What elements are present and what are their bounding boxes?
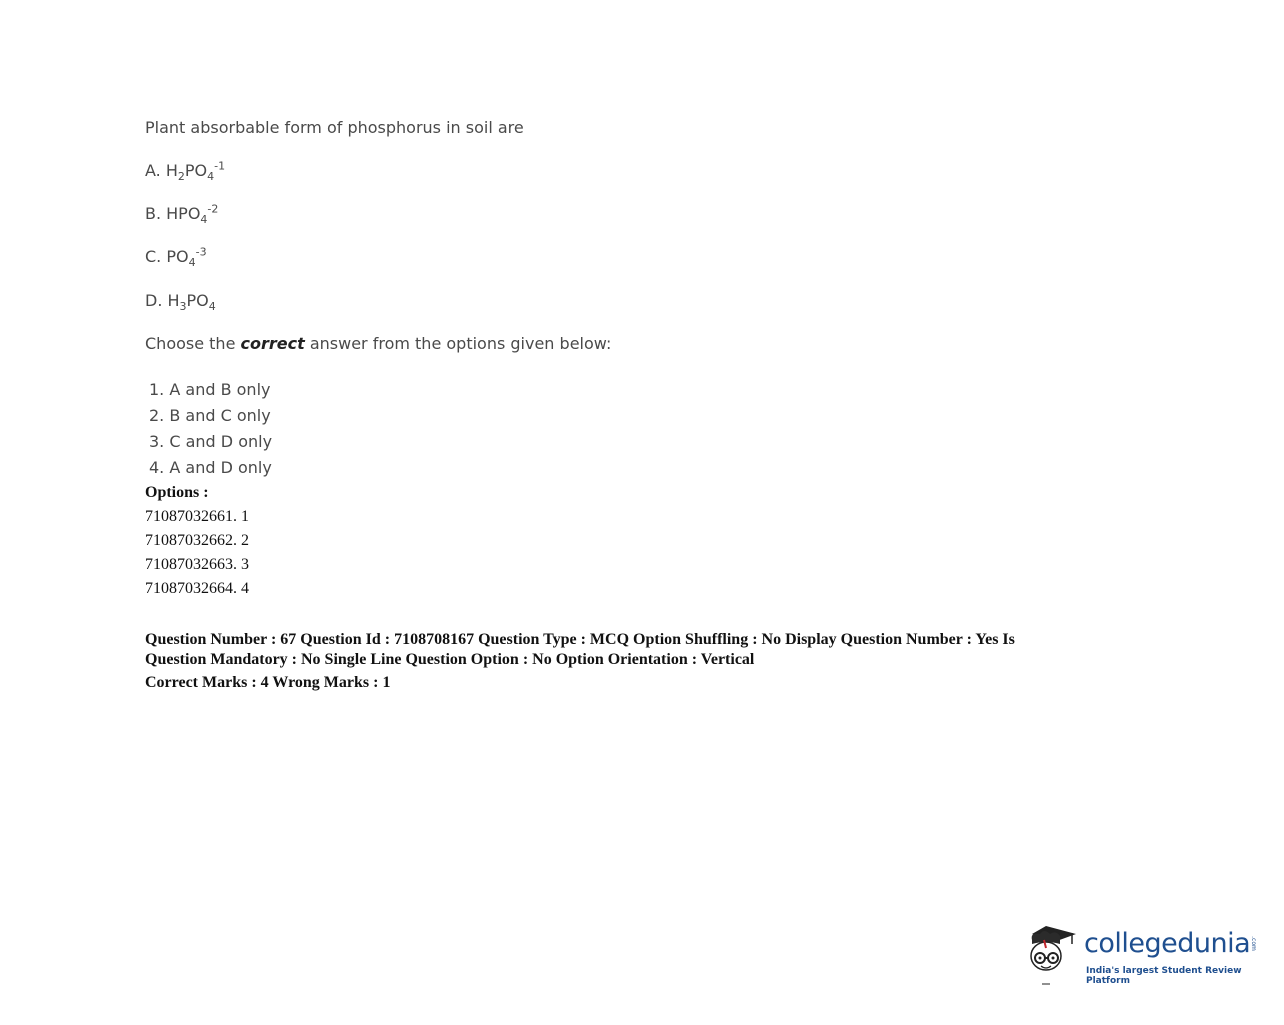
- metadata-line-1: Question Number : 67 Question Id : 7108708167 Question Type : MCQ Option Shuffling : No Display Question Number : Yes Is: [145, 631, 1015, 648]
- logo-com: .com: [1249, 936, 1257, 951]
- option-item: 71087032664. 4: [145, 580, 249, 597]
- mascot-icon: [1026, 918, 1086, 988]
- choice-item: 3. C and D only: [149, 432, 273, 451]
- statement-c: C. $PO_4^{-3}$: [145, 245, 207, 270]
- options-block: [145, 481, 249, 601]
- instruction-text: Choose the correct answer from the options given below:: [145, 334, 612, 353]
- choice-list: [149, 377, 272, 481]
- option-item: 71087032662. 2: [145, 532, 249, 549]
- question-stem: Plant absorbable form of phosphorus in soil are: [145, 118, 524, 137]
- options-heading: Options :: [145, 484, 209, 501]
- statement-a: A. $H_2PO_4^{-1}$: [145, 159, 226, 184]
- metadata-line-3: Correct Marks : 4 Wrong Marks : 1: [145, 674, 391, 691]
- option-item: 71087032663. 3: [145, 556, 249, 573]
- logo-wordmark: collegedunia: [1084, 928, 1251, 959]
- emphasis-correct: correct: [240, 334, 305, 353]
- collegedunia-logo: [1026, 918, 1256, 988]
- metadata-line-2: Question Mandatory : No Single Line Question Option : No Option Orientation : Vertical: [145, 651, 755, 668]
- statement-d: D. $H_3PO_4$: [145, 291, 216, 314]
- choice-item: 2. B and C only: [149, 406, 271, 425]
- choice-item: 4. A and D only: [149, 458, 272, 477]
- statement-b: B. $HPO_4^{-2}$: [145, 202, 219, 227]
- choice-item: 1. A and B only: [149, 380, 271, 399]
- option-item: 71087032661. 1: [145, 508, 249, 525]
- logo-tagline: India's largest Student Review Platform: [1086, 966, 1242, 986]
